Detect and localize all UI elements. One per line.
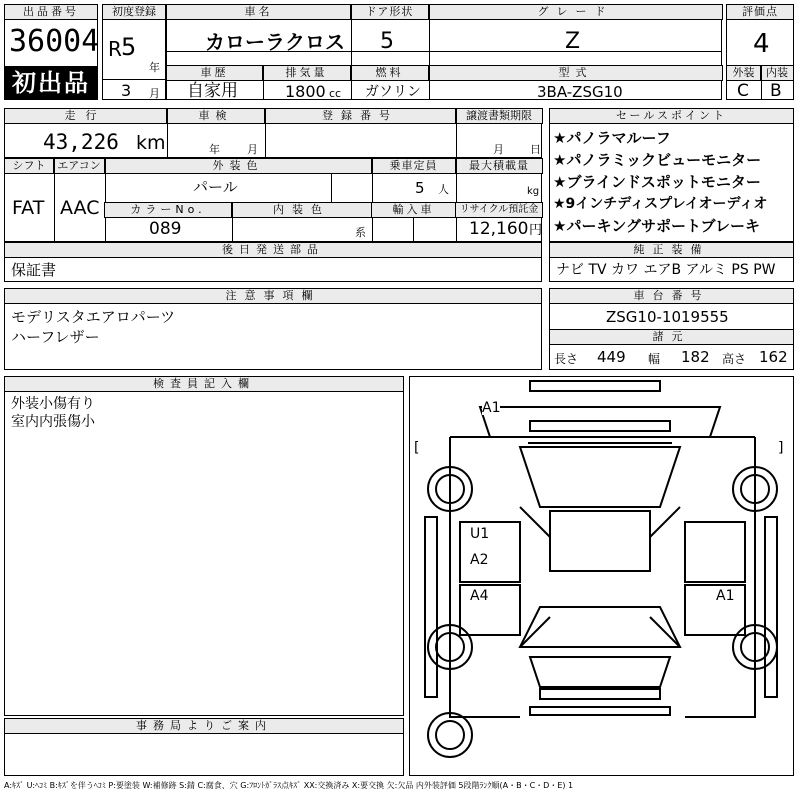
interior-color-label: 内装色 bbox=[231, 202, 372, 218]
load-unit: kg bbox=[527, 186, 540, 197]
lot-box bbox=[4, 4, 98, 100]
recycle-unit: 円 bbox=[529, 223, 543, 238]
sales-point: ★パーキングサポートブレーキ bbox=[553, 217, 760, 235]
car-name-label: 車名 bbox=[166, 4, 351, 20]
grade-value: Z bbox=[565, 29, 581, 54]
equipment-box bbox=[549, 242, 794, 282]
recycle-value: 12,160 bbox=[469, 219, 529, 239]
width-label: 幅 bbox=[648, 352, 661, 366]
fuel-value: ガソリン bbox=[365, 84, 421, 100]
year-unit: 年 bbox=[149, 61, 160, 74]
color-label: 外装色 bbox=[104, 158, 372, 174]
transfer-label: 譲渡書類期限 bbox=[455, 108, 543, 124]
first-registration-box bbox=[102, 4, 166, 100]
capacity-value: 5 bbox=[415, 179, 425, 197]
mileage-value: 43,226 bbox=[43, 130, 119, 154]
office-label: 事務局よりご案内 bbox=[4, 718, 404, 734]
fuel-label: 燃料 bbox=[350, 65, 429, 81]
office-box bbox=[4, 718, 404, 776]
sales-points-box bbox=[549, 108, 794, 242]
damage-diagram bbox=[409, 376, 794, 776]
shift-label: シフト bbox=[4, 158, 54, 174]
chassis-value: ZSG10-1019555 bbox=[606, 308, 729, 326]
aircon-value: AAC bbox=[60, 197, 100, 219]
first-listing-badge: 初出品 bbox=[4, 66, 98, 100]
length-label: 長さ bbox=[554, 352, 579, 366]
sales-points-list bbox=[553, 127, 767, 237]
exterior-grade-label: 外装 bbox=[726, 65, 761, 81]
inspector-line: 室内内張傷小 bbox=[11, 414, 95, 430]
notes-label: 注意事項欄 bbox=[4, 288, 542, 304]
inspection-year-unit: 年 bbox=[209, 143, 220, 156]
color-no-label: カラーNo. bbox=[104, 202, 232, 218]
later-parts-box bbox=[4, 242, 542, 282]
height-value: 162 bbox=[759, 348, 788, 366]
equipment-label: 純正装備 bbox=[549, 242, 794, 258]
inspector-box bbox=[4, 376, 404, 716]
inspector-label: 検査員記入欄 bbox=[4, 376, 404, 392]
color-no-value: 089 bbox=[149, 219, 182, 239]
notes-box bbox=[4, 288, 542, 370]
damage-mark-left-rear: A4 bbox=[470, 588, 489, 604]
lot-label: 出品番号 bbox=[4, 4, 98, 20]
displacement-value: 1800 bbox=[285, 82, 326, 101]
score-box bbox=[726, 4, 794, 100]
car-diagram-svg bbox=[410, 377, 793, 775]
inspector-line: 外装小傷有り bbox=[11, 396, 95, 412]
damage-mark-right-rear: A1 bbox=[716, 588, 735, 604]
history-value: 自家用 bbox=[187, 81, 238, 101]
era-letter: R bbox=[108, 37, 122, 61]
mileage-unit: km bbox=[136, 132, 166, 154]
lot-number: 36004 bbox=[9, 24, 100, 59]
interior-grade-label: 内装 bbox=[760, 65, 794, 81]
month-unit: 月 bbox=[149, 87, 160, 100]
sales-point: ★パノラミックビューモニター bbox=[553, 151, 762, 169]
height-label: 高さ bbox=[722, 352, 747, 366]
model-value: 3BA-ZSG10 bbox=[537, 83, 623, 101]
score-value: 4 bbox=[753, 29, 770, 59]
bracket-left: [ bbox=[414, 440, 420, 456]
damage-mark-left-door-u: U1 bbox=[470, 526, 490, 542]
chassis-label: 車台番号 bbox=[549, 288, 794, 304]
load-label: 最大積載量 bbox=[455, 158, 543, 174]
damage-mark-left-door-a: A2 bbox=[470, 552, 489, 568]
bracket-right: ] bbox=[778, 440, 784, 456]
legend-text: A:ｷｽﾞ U:ﾍｺﾐ B:ｷｽﾞを伴うﾍｺﾐ P:要塗装 W:補修跡 S:錆 C:腐食、穴 G:ﾌﾛﾝﾄｶﾞﾗｽ点ｷｽﾞ XX:交換済み X:要交換 欠:欠品 内外装評価 5段階ﾗﾝｸ順(A・B・C・D・E) 1 bbox=[4, 781, 574, 790]
displacement-label: 排気量 bbox=[262, 65, 351, 81]
model-label: 型式 bbox=[428, 65, 723, 81]
capacity-label: 乗車定員 bbox=[371, 158, 456, 174]
mileage-label: 走行 bbox=[4, 108, 167, 124]
notes-line: モデリスタエアロパーツ bbox=[11, 308, 176, 326]
door-label: ドア形状 bbox=[350, 4, 429, 20]
damage-mark-front: A1 bbox=[482, 400, 501, 416]
exterior-grade: C bbox=[737, 81, 749, 101]
spec-row-box bbox=[4, 158, 542, 242]
displacement-unit: cc bbox=[329, 87, 342, 100]
reg-year: 5 bbox=[121, 33, 137, 61]
inspection-month-unit: 月 bbox=[247, 143, 258, 156]
score-label: 評価点 bbox=[726, 4, 794, 20]
mileage-row-box bbox=[4, 108, 542, 158]
later-parts-value: 保証書 bbox=[11, 261, 57, 279]
notes-line: ハーフレザー bbox=[11, 328, 100, 346]
car-name: カローラクロス bbox=[205, 30, 345, 54]
sales-point: ★9インチディスプレイオーディオ bbox=[553, 196, 768, 212]
shift-value: FAT bbox=[12, 197, 45, 219]
sales-point: ★ブラインドスポットモニター bbox=[553, 173, 761, 191]
length-value: 449 bbox=[597, 348, 626, 366]
door-value: 5 bbox=[380, 29, 394, 54]
car-info-box bbox=[166, 4, 722, 100]
chassis-box bbox=[549, 288, 794, 370]
aircon-label: エアコン bbox=[53, 158, 105, 174]
recycle-label: リサイクル預託金 bbox=[455, 202, 543, 218]
color-value: パール bbox=[193, 178, 238, 196]
capacity-unit: 人 bbox=[438, 183, 449, 196]
history-label: 車歴 bbox=[166, 65, 263, 81]
transfer-month-unit: 月 bbox=[493, 143, 504, 156]
reg-month: 3 bbox=[121, 81, 132, 100]
interior-color-unit: 系 bbox=[355, 226, 366, 239]
width-value: 182 bbox=[681, 348, 710, 366]
plate-label: 登録番号 bbox=[264, 108, 456, 124]
grade-label: グレード bbox=[428, 4, 723, 20]
first-reg-label: 初度登録 bbox=[102, 4, 166, 20]
equipment-value: ナビ TV カワ エアB アルミ PS PW bbox=[556, 262, 776, 278]
transfer-day-unit: 日 bbox=[530, 143, 541, 156]
interior-grade: B bbox=[770, 81, 782, 101]
inspection-label: 車検 bbox=[166, 108, 265, 124]
import-label: 輸入車 bbox=[371, 202, 456, 218]
later-parts-label: 後日発送部品 bbox=[4, 242, 542, 258]
sales-point: ★パノラマルーフ bbox=[553, 129, 671, 147]
dims-label: 諸元 bbox=[549, 329, 794, 345]
sales-points-label: セールスポイント bbox=[549, 108, 794, 124]
